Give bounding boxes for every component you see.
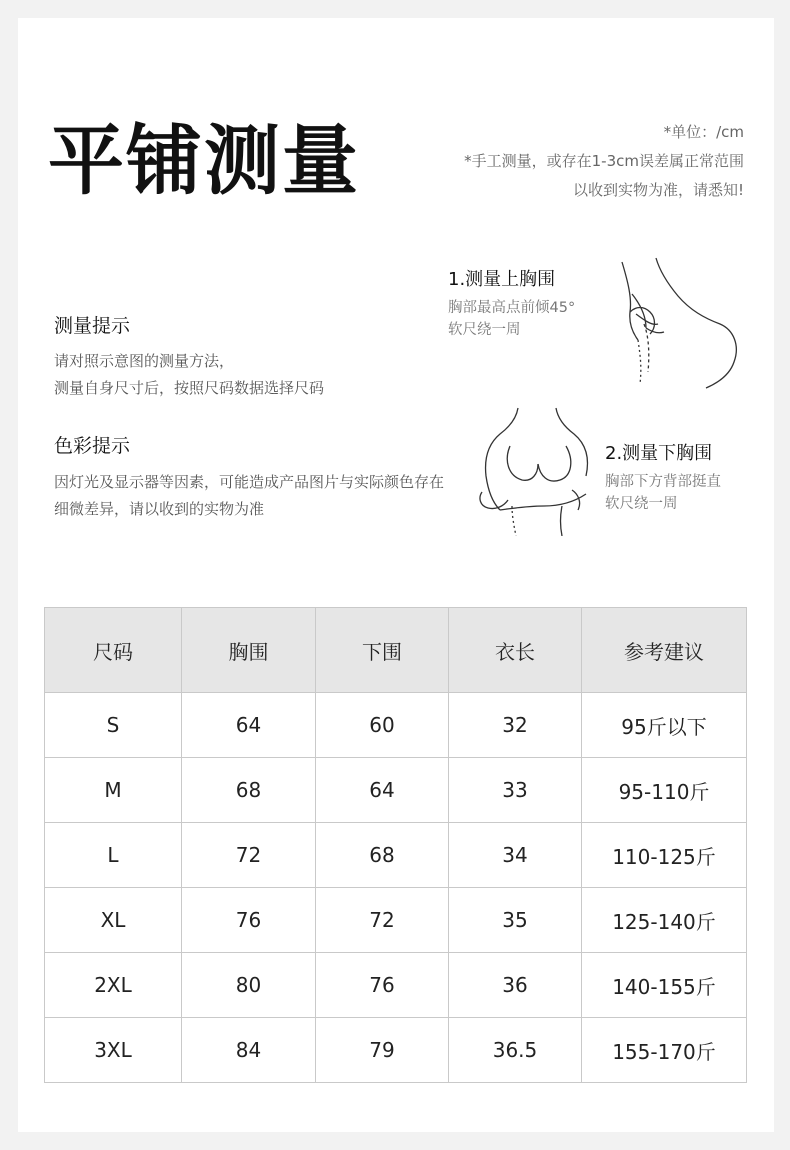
table-header-row [45,608,747,693]
cell-underbust: 68 [316,823,449,888]
cell-size: S [45,693,182,758]
cell-size: XL [45,888,182,953]
note-unit: *单位：/cm [663,123,744,141]
cell-length: 36.5 [449,1018,582,1083]
color-tip-title: 色彩提示 [54,435,131,457]
table-row [45,758,747,823]
lower-bust-front-illustration [474,406,604,536]
cell-bust: 80 [182,953,316,1018]
header-underbust: 下围 [316,608,449,693]
page-title: 平铺测量 [48,116,360,205]
table-row [45,693,747,758]
measure-tip-text [54,348,324,402]
size-table [44,607,747,1083]
cell-size: 3XL [45,1018,182,1083]
cell-underbust: 60 [316,693,449,758]
cell-recommendation: 95斤以下 [582,693,747,758]
step-line: 软尺绕一周 [605,496,678,512]
cell-underbust: 79 [316,1018,449,1083]
step-line: 软尺绕一周 [448,322,521,338]
measure-tip-line: 请对照示意图的测量方法， [54,352,235,370]
cell-size: M [45,758,182,823]
step-line: 胸部下方背部挺直 [605,474,721,490]
table-row [45,823,747,888]
header-size: 尺码 [45,608,182,693]
cell-bust: 68 [182,758,316,823]
step-under-bust-text [605,471,721,515]
note-error: *手工测量，或存在1-3cm误差属正常范围 [464,152,744,170]
cell-size: 2XL [45,953,182,1018]
header-bust: 胸围 [182,608,316,693]
size-chart-card [18,18,774,1132]
cell-length: 32 [449,693,582,758]
cell-underbust: 64 [316,758,449,823]
color-tip-line: 因灯光及显示器等因素，可能造成产品图片与实际颜色存在 [54,473,445,491]
step-under-bust-title: 2.测量下胸围 [605,443,713,464]
cell-recommendation: 95-110斤 [582,758,747,823]
color-tip-line: 细微差异，请以收到的实物为准 [54,500,265,518]
cell-length: 34 [449,823,582,888]
cell-underbust: 76 [316,953,449,1018]
note-disclaimer: 以收到实物为准，请悉知! [572,181,744,199]
cell-recommendation: 140-155斤 [582,953,747,1018]
cell-bust: 76 [182,888,316,953]
color-tip-text [54,469,444,523]
table-row [45,888,747,953]
cell-recommendation: 155-170斤 [582,1018,747,1083]
cell-underbust: 72 [316,888,449,953]
cell-bust: 64 [182,693,316,758]
cell-length: 33 [449,758,582,823]
upper-bust-side-illustration [610,254,750,394]
header-length: 衣长 [449,608,582,693]
step-upper-bust-text [448,297,575,341]
table-row [45,953,747,1018]
measure-tip-line: 测量自身尺寸后，按照尺码数据选择尺码 [54,379,325,397]
header-recommendation: 参考建议 [582,608,747,693]
step-line: 胸部最高点前倾45° [448,300,576,316]
cell-bust: 84 [182,1018,316,1083]
cell-length: 36 [449,953,582,1018]
table-row [45,1018,747,1083]
measurement-notes [464,118,744,205]
cell-recommendation: 125-140斤 [582,888,747,953]
cell-size: L [45,823,182,888]
cell-recommendation: 110-125斤 [582,823,747,888]
step-upper-bust-title: 1.测量上胸围 [448,269,556,290]
measure-tip-title: 测量提示 [54,315,131,337]
cell-bust: 72 [182,823,316,888]
cell-length: 35 [449,888,582,953]
